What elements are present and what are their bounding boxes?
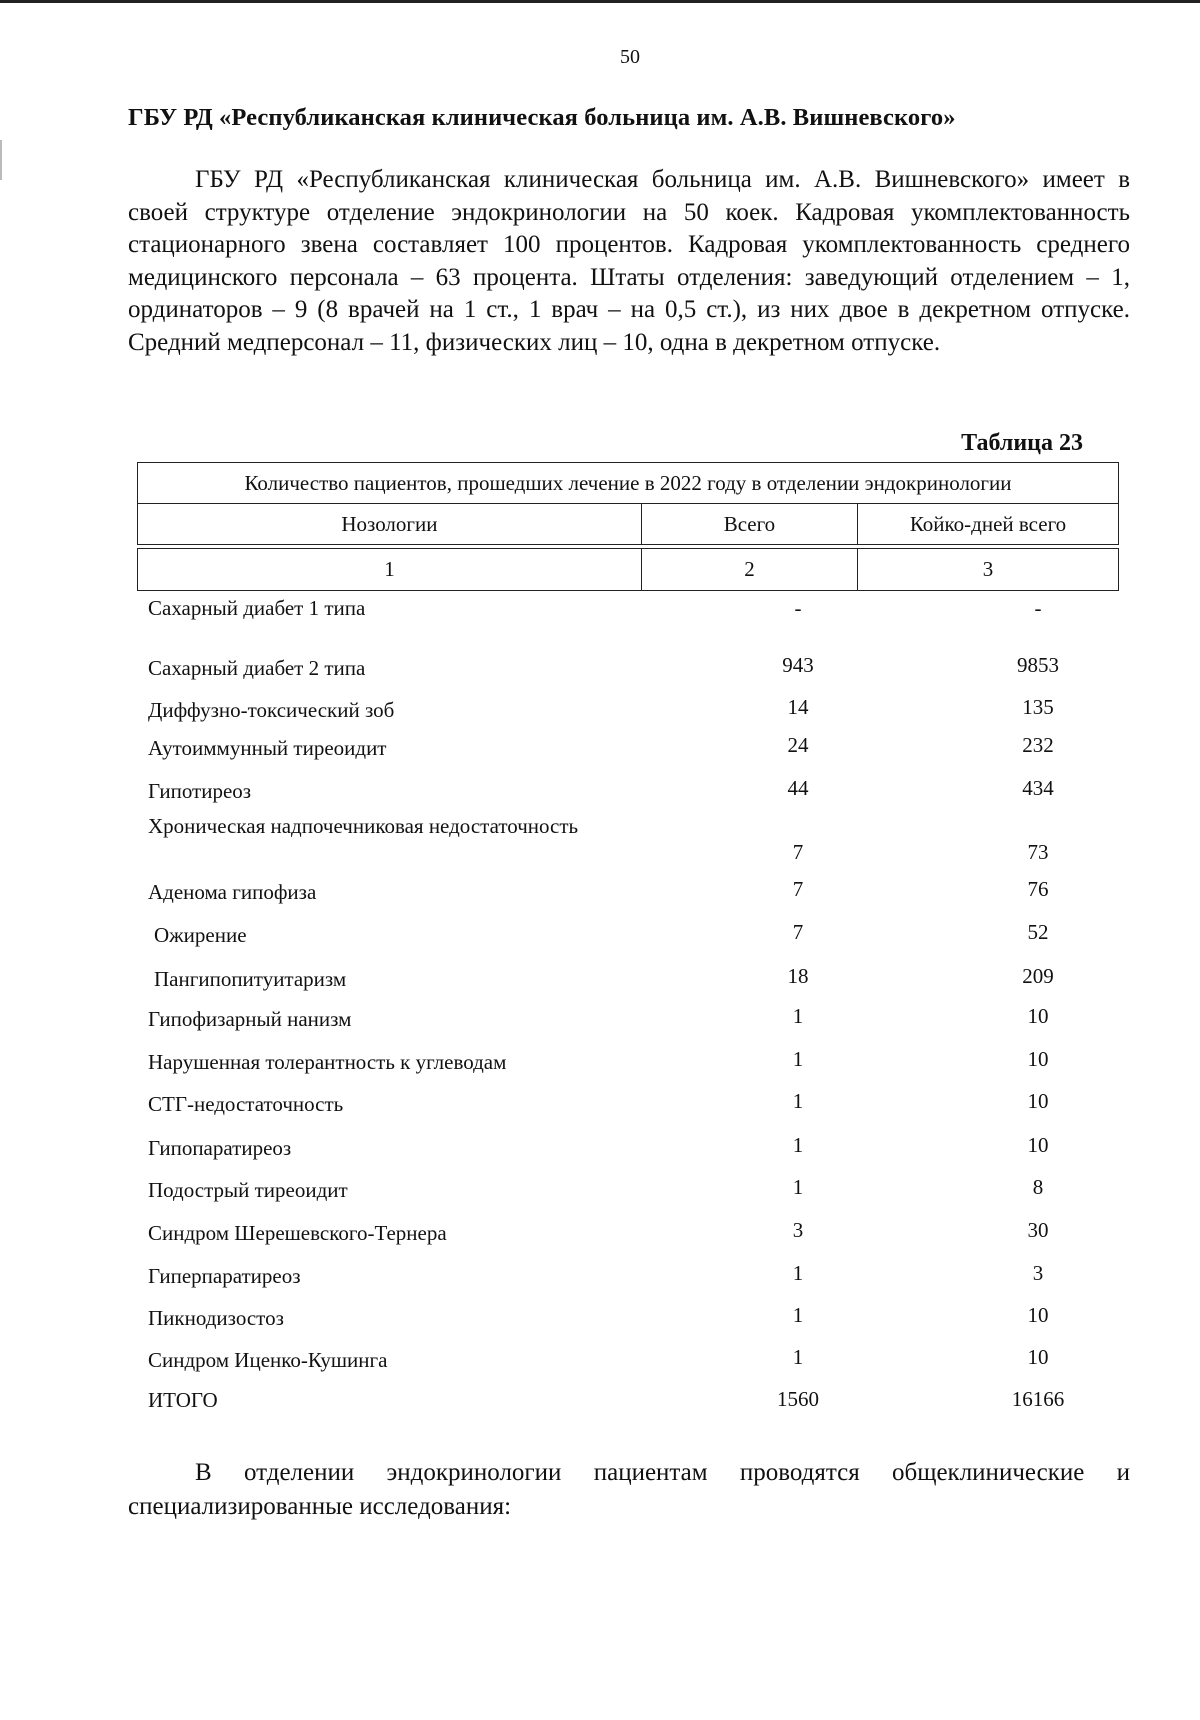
top-border-line (0, 0, 1200, 3)
row-bed-days: 10 (1027, 1089, 1049, 1113)
row-total: 14 (787, 695, 809, 719)
row-total: 1 (792, 1047, 804, 1071)
table-row (148, 653, 1088, 684)
row-bed-days: 10 (1027, 1303, 1049, 1327)
column-header-nosology: Нозологии (138, 504, 642, 545)
row-nosology: Гипопаратиреоз (148, 1136, 292, 1160)
table-row (148, 877, 1088, 908)
row-total: 24 (787, 733, 809, 757)
row-bed-days: 10 (1027, 1345, 1049, 1369)
row-total: 44 (787, 776, 809, 800)
row-bed-days: 209 (1022, 964, 1054, 988)
row-bed-days: 9853 (1017, 653, 1059, 677)
row-nosology: Синдром Шерешевского-Тернера (148, 1221, 447, 1245)
table-row (148, 695, 1088, 726)
row-total: 7 (792, 877, 804, 901)
row-bed-days: - (1034, 596, 1042, 620)
row-total: 943 (782, 653, 814, 677)
column-number-3: 3 (858, 549, 1119, 591)
scan-margin-mark (0, 140, 2, 180)
table-row (148, 920, 1088, 951)
row-nosology: Гиперпаратиреоз (148, 1264, 301, 1288)
outro-paragraph: В отделении эндокринологии пациентам проводятся общеклинические и специализированные исследования: (128, 1459, 1130, 1520)
row-total: 7 (792, 840, 804, 864)
table-row (148, 776, 1088, 807)
row-bed-days: 10 (1027, 1047, 1049, 1071)
table-row (148, 840, 1088, 871)
table-row (148, 1089, 1088, 1120)
row-bed-days: 8 (1032, 1175, 1044, 1199)
row-bed-days: 73 (1027, 840, 1049, 864)
total-row (148, 1388, 1088, 1416)
row-total: 1 (792, 1175, 804, 1199)
total-label: ИТОГО (148, 1388, 218, 1412)
table-row (148, 1303, 1088, 1334)
row-bed-days: 76 (1027, 877, 1049, 901)
row-nosology: Синдром Иценко-Кушинга (148, 1348, 388, 1372)
row-nosology: Нарушенная толерантность к углеводам (148, 1050, 507, 1074)
row-total: 1 (792, 1133, 804, 1157)
row-total: 7 (792, 920, 804, 944)
table-row (148, 1047, 1088, 1078)
row-total: 1 (792, 1261, 804, 1285)
table-row (148, 1261, 1088, 1292)
column-header-total: Всего (641, 504, 857, 545)
page-number: 50 (620, 46, 640, 68)
row-total: 1 (792, 1004, 804, 1028)
table-caption: Таблица 23 (961, 430, 1083, 456)
intro-paragraph: ГБУ РД «Республиканская клиническая больница им. А.В. Вишневского» имеет в своей структуре отделение эндокринологии на 50 коек. Кадровая укомплектованность стационарного звена составляет 100 процентов. Кадровая укомплектованность среднего медицинского персонала – 63 процента. Штаты отделения: заведующий отделением – 1, ординаторов – 9 (8 врачей на 1 ст., 1 врач – на 0,5 ст.), из них двое в декретном отпуске. Средний медперсонал – 11, физических лиц – 10, одна в декретном отпуске. (128, 166, 1130, 356)
row-nosology: Пикнодизостоз (148, 1306, 284, 1330)
row-total: 1 (792, 1303, 804, 1327)
row-bed-days: 52 (1027, 920, 1049, 944)
table-row (148, 1175, 1088, 1206)
row-total: 18 (787, 964, 809, 988)
table-row (148, 964, 1088, 995)
total-count: 1560 (777, 1387, 819, 1411)
table-row (148, 596, 1088, 624)
row-nosology: Сахарный диабет 2 типа (148, 656, 366, 680)
column-number-2: 2 (641, 549, 857, 591)
table-title: Количество пациентов, прошедших лечение в 2022 году в отделении эндокринологии (138, 463, 1119, 504)
column-number-row (137, 548, 1119, 591)
table-row (148, 1004, 1088, 1035)
row-nosology: Пангипопитуитаризм (154, 967, 347, 991)
row-nosology: СТГ-недостаточность (148, 1092, 344, 1116)
row-nosology: Сахарный диабет 1 типа (148, 596, 366, 620)
row-nosology: Ожирение (154, 923, 247, 947)
page-heading: ГБУ РД «Республиканская клиническая больница им. А.В. Вишневского» (128, 104, 956, 131)
row-nosology: Аденома гипофиза (148, 880, 317, 904)
column-header-bed-days: Койко-дней всего (858, 504, 1119, 545)
row-bed-days: 3 (1032, 1261, 1044, 1285)
row-nosology: Аутоиммунный тиреоидит (148, 736, 387, 760)
table-row (148, 733, 1088, 764)
row-bed-days: 10 (1027, 1004, 1049, 1028)
row-bed-days: 30 (1027, 1218, 1049, 1242)
row-nosology: Подострый тиреоидит (148, 1178, 348, 1202)
table-row (148, 1345, 1088, 1376)
row-bed-days: 232 (1022, 733, 1054, 757)
table-header (137, 462, 1119, 545)
row-total: - (794, 596, 802, 620)
row-total: 3 (792, 1218, 804, 1242)
row-bed-days: 10 (1027, 1133, 1049, 1157)
table-row (148, 1218, 1088, 1249)
table-row (148, 1133, 1088, 1164)
row-total: 1 (792, 1345, 804, 1369)
row-nosology: Гипофизарный нанизм (148, 1007, 352, 1031)
column-number-1: 1 (138, 549, 642, 591)
row-nosology-wrapped: Хроническая надпочечниковая недостаточность (148, 814, 579, 838)
total-bed-days: 16166 (1011, 1387, 1065, 1411)
row-nosology: Гипотиреоз (148, 779, 252, 803)
row-total: 1 (792, 1089, 804, 1113)
row-bed-days: 434 (1022, 776, 1054, 800)
row-nosology: Диффузно-токсический зоб (148, 698, 395, 722)
row-bed-days: 135 (1022, 695, 1054, 719)
